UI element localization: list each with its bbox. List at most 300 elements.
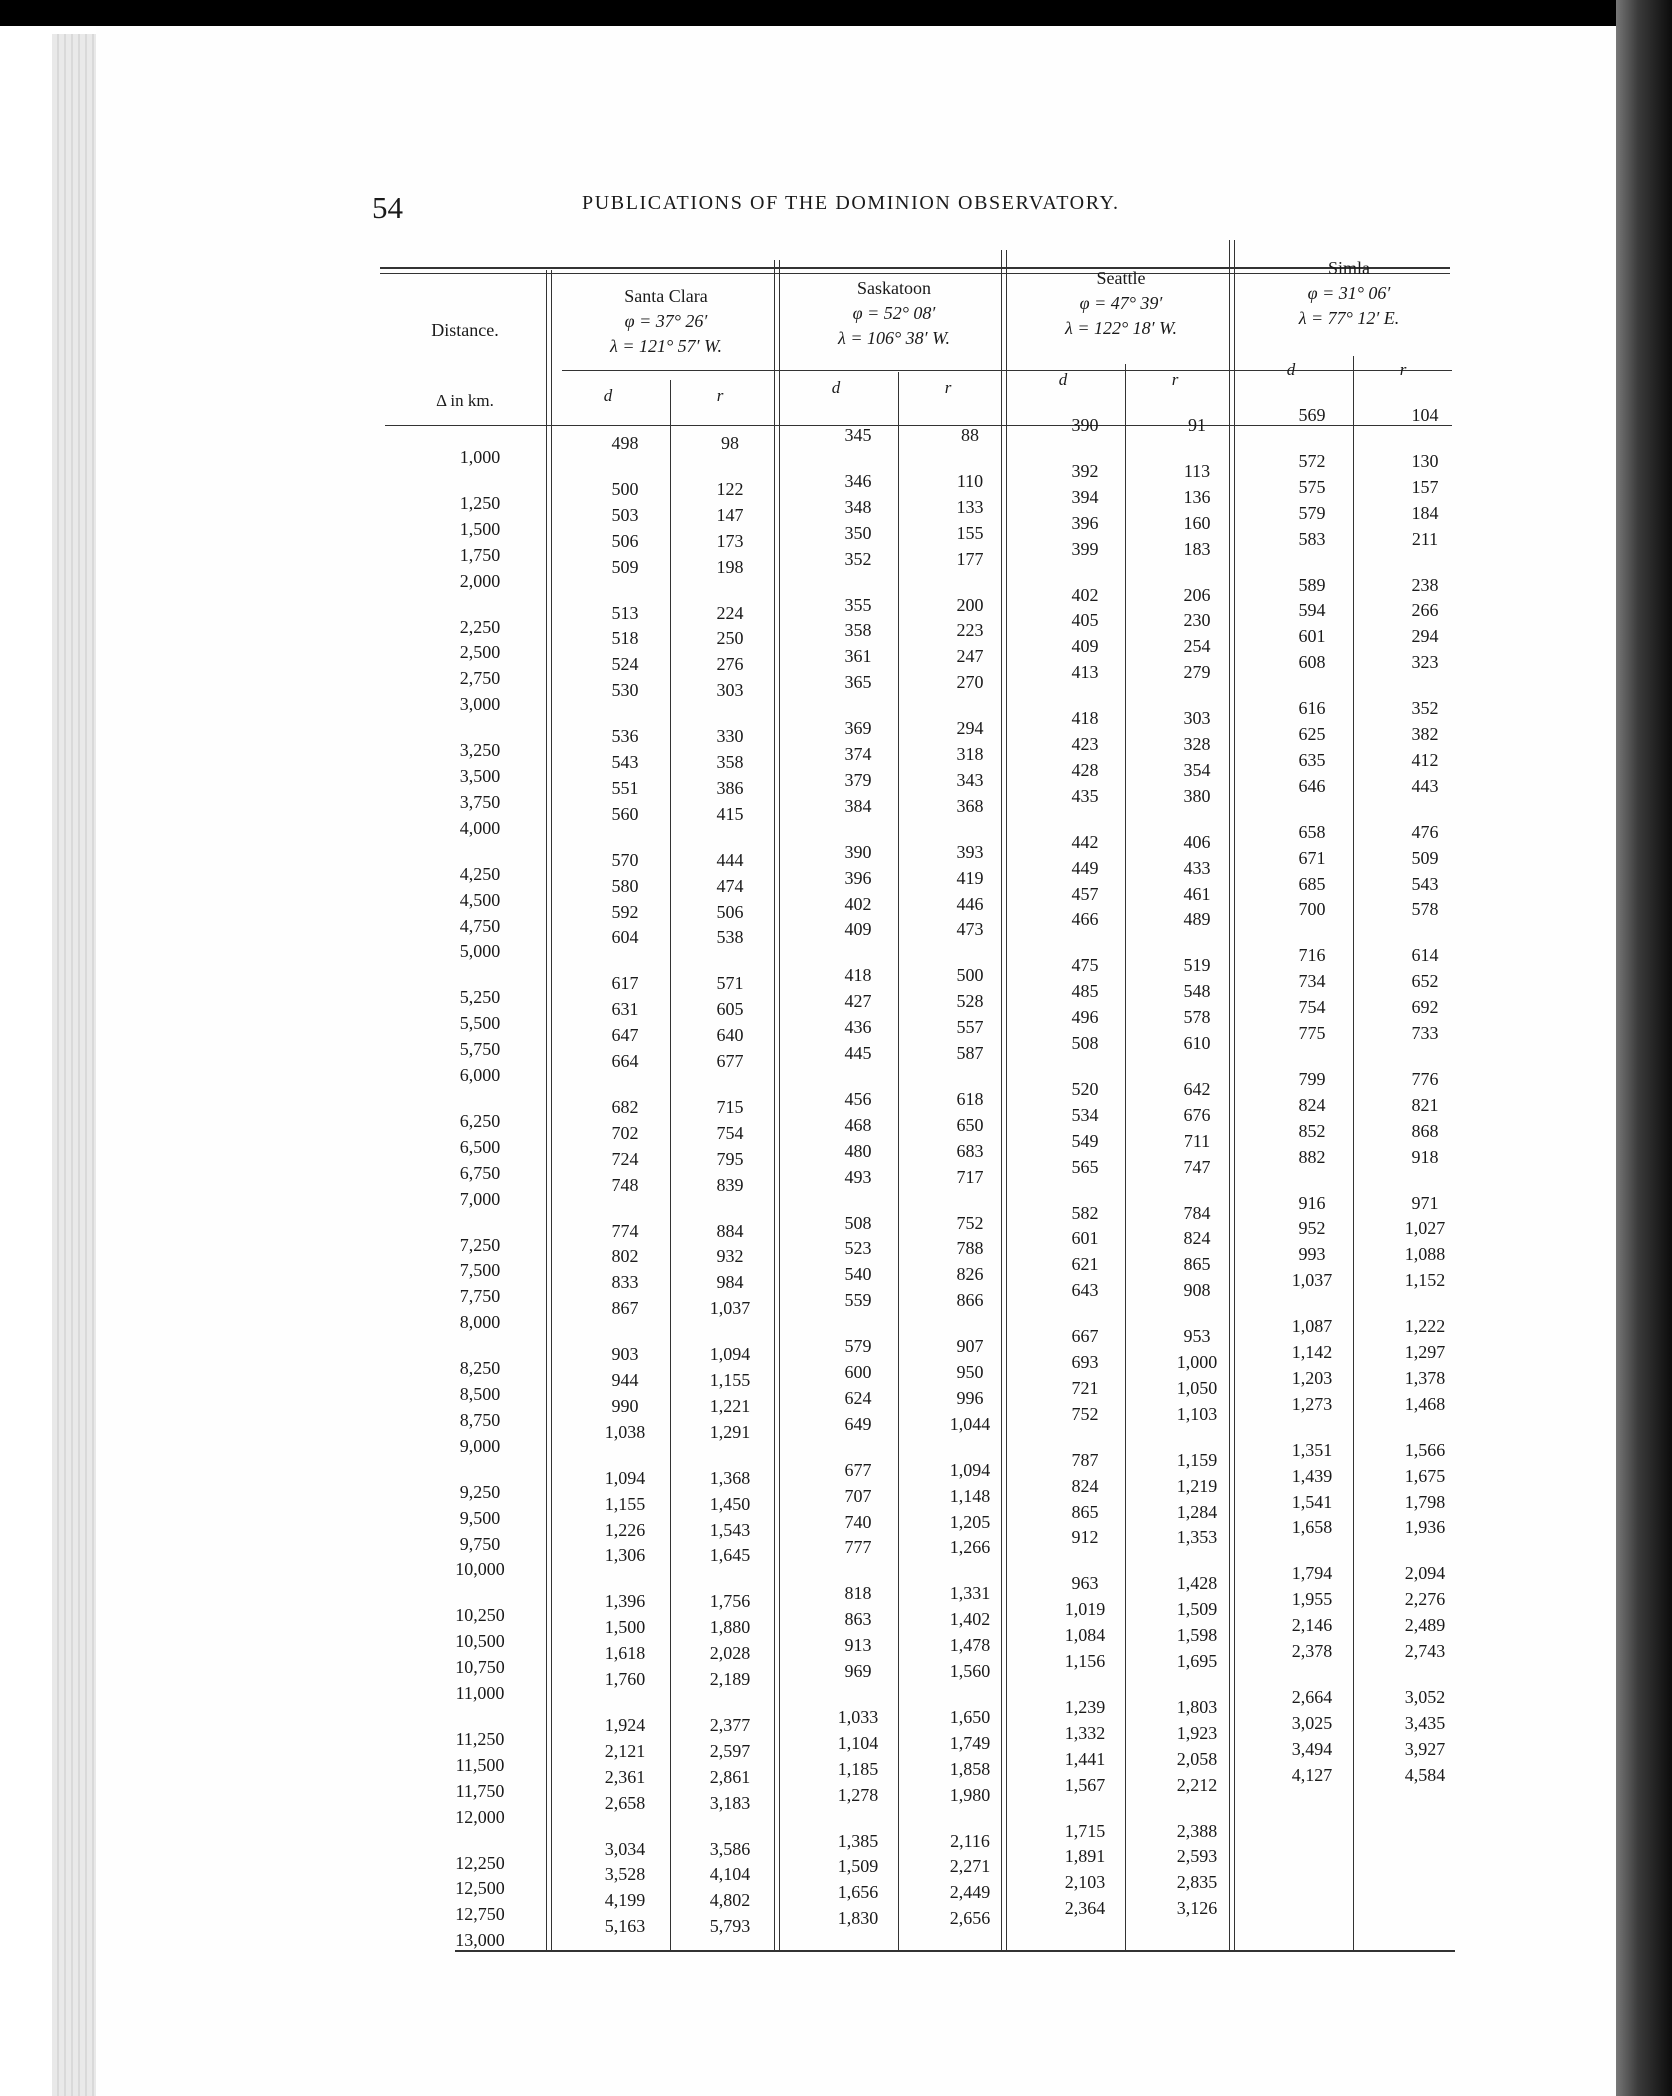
table-cell: 578 — [1411, 899, 1439, 920]
table-cell: 147 — [716, 504, 744, 525]
page-number: 54 — [372, 190, 403, 225]
table-cell: 423 — [1071, 734, 1099, 754]
table-cell: 4,750 — [459, 915, 501, 936]
table-cell: 642 — [1183, 1078, 1211, 1099]
table-cell: 740 — [844, 1511, 872, 1532]
table-cell: 572 — [1298, 450, 1326, 471]
table-cell: 1,402 — [949, 1609, 991, 1630]
table-cell: 618 — [956, 1088, 984, 1109]
table-cell: 294 — [1411, 626, 1439, 647]
table-cell: 700 — [1298, 899, 1326, 920]
table-cell: 3,052 — [1404, 1686, 1446, 1707]
table-cell: 354 — [1183, 759, 1211, 780]
table-cell: 513 — [611, 602, 639, 623]
table-cell: 6,750 — [459, 1162, 501, 1183]
table-cell: 664 — [611, 1051, 639, 1071]
table-cell: 456 — [844, 1088, 872, 1109]
table-cell: 536 — [611, 726, 639, 747]
table-cell: 551 — [611, 777, 639, 798]
table-cell: 971 — [1411, 1192, 1439, 1213]
station-header-simla — [1243, 256, 1455, 331]
table-cell: 157 — [1411, 476, 1439, 497]
table-cell: 1,500 — [459, 518, 501, 539]
table-cell: 435 — [1071, 785, 1099, 806]
table-cell: 11,500 — [455, 1754, 505, 1775]
table-cell: 13,000 — [455, 1930, 505, 1951]
table-cell: 4,000 — [459, 817, 501, 838]
table-cell: 396 — [844, 867, 872, 888]
table-cell: 1,936 — [1404, 1517, 1446, 1538]
table-cell: 361 — [844, 646, 872, 667]
table-cell: 1,033 — [837, 1706, 879, 1727]
table-cell: 582 — [1071, 1202, 1099, 1223]
table-cell: 294 — [956, 718, 984, 739]
table-cell: 247 — [956, 646, 984, 667]
table-cell: 646 — [1298, 775, 1326, 796]
table-cell: 1,441 — [1064, 1748, 1106, 1769]
table-cell: 2,103 — [1064, 1872, 1106, 1893]
table-cell: 589 — [1298, 574, 1326, 595]
table-cell: 358 — [716, 752, 744, 772]
table-cell: 1,385 — [837, 1830, 879, 1851]
section-divider — [551, 270, 552, 1950]
table-cell: 88 — [961, 425, 979, 445]
table-cell: 379 — [844, 769, 872, 790]
table-cell: 1,750 — [459, 544, 501, 565]
table-cell: 500 — [611, 478, 639, 499]
table-cell: 867 — [611, 1298, 639, 1319]
table-cell: 2,361 — [604, 1766, 646, 1787]
table-cell: 903 — [611, 1344, 639, 1365]
table-cell: 784 — [1183, 1202, 1211, 1223]
table-cell: 523 — [844, 1238, 872, 1259]
table-cell: 399 — [1071, 538, 1099, 559]
table-cell: 113 — [1183, 460, 1211, 481]
table-cell: 711 — [1183, 1130, 1211, 1151]
table-cell: 374 — [844, 744, 872, 764]
table-cell: 1,396 — [604, 1591, 646, 1612]
table-cell: 1,104 — [837, 1732, 879, 1753]
table-cell: 677 — [844, 1459, 872, 1480]
table-cell: 1,226 — [604, 1519, 646, 1540]
table-cell: 1,205 — [949, 1511, 991, 1532]
table-cell: 571 — [716, 973, 744, 994]
section-divider — [774, 260, 775, 1950]
table-cell: 5,500 — [459, 1013, 501, 1034]
table-cell: 427 — [844, 991, 872, 1012]
table-cell: 799 — [1298, 1068, 1326, 1089]
table-cell: 534 — [1071, 1104, 1099, 1125]
table-cell: 8,000 — [459, 1312, 501, 1333]
table-cell: 912 — [1071, 1527, 1099, 1548]
table-cell: 2,189 — [709, 1669, 751, 1689]
table-cell: 787 — [1071, 1449, 1099, 1470]
table-cell: 1,650 — [949, 1706, 991, 1727]
table-cell: 2,500 — [459, 642, 501, 663]
table-cell: 658 — [1298, 821, 1326, 842]
table-cell: 3,034 — [604, 1838, 646, 1859]
table-cell: 2,664 — [1291, 1686, 1333, 1707]
table-cell: 1,094 — [709, 1344, 751, 1365]
table-cell: 1,760 — [604, 1669, 646, 1689]
table-cell: 724 — [611, 1148, 639, 1169]
table-cell: 614 — [1411, 945, 1439, 966]
table-cell: 1,368 — [709, 1467, 751, 1488]
table-cell: 1,351 — [1291, 1439, 1333, 1460]
table-cell: 1,273 — [1291, 1393, 1333, 1414]
table-cell: 390 — [844, 841, 872, 862]
table-cell: 540 — [844, 1264, 872, 1285]
table-cell: 685 — [1298, 873, 1326, 894]
table-cell: 396 — [1071, 512, 1099, 533]
table-cell: 2,000 — [459, 570, 501, 591]
table-cell: 2,378 — [1291, 1641, 1333, 1661]
table-cell: 1,428 — [1176, 1573, 1218, 1594]
table-cell: 224 — [716, 602, 744, 623]
table-cell: 330 — [716, 726, 744, 747]
table-cell: 824 — [1071, 1475, 1099, 1496]
table-cell: 625 — [1298, 724, 1326, 744]
table-cell: 944 — [611, 1370, 639, 1390]
table-cell: 5,163 — [604, 1916, 646, 1937]
table-cell: 2,861 — [709, 1766, 751, 1787]
table-cell: 833 — [611, 1272, 639, 1293]
table-cell: 868 — [1411, 1120, 1439, 1141]
running-head: PUBLICATIONS OF THE DOMINION OBSERVATORY. — [582, 192, 1120, 214]
table-cell: 559 — [844, 1290, 872, 1311]
table-cell: 592 — [611, 901, 639, 922]
section-divider — [779, 260, 780, 1950]
table-cell: 473 — [956, 919, 984, 940]
table-cell: 122 — [716, 478, 744, 499]
table-cell: 110 — [956, 470, 984, 491]
table-cell: 384 — [844, 795, 872, 816]
table-cell: 1,923 — [1176, 1722, 1218, 1743]
column-header-d: d — [603, 386, 613, 405]
table-cell: 754 — [716, 1122, 744, 1143]
table-cell: 918 — [1411, 1146, 1439, 1167]
table-cell: 649 — [844, 1413, 872, 1434]
station-latitude: φ = 37° 26′ — [624, 311, 708, 331]
table-cell: 2,656 — [949, 1908, 991, 1929]
table-cell: 476 — [1411, 821, 1439, 842]
table-cell: 560 — [611, 803, 639, 824]
table-cell: 413 — [1071, 662, 1099, 683]
table-cell: 393 — [956, 841, 984, 862]
table-cell: 5,793 — [709, 1916, 751, 1937]
table-cell: 617 — [611, 973, 639, 994]
station-longitude: λ = 121° 57′ W. — [610, 336, 722, 356]
table-cell: 1,027 — [1404, 1218, 1446, 1239]
d-r-divider — [1353, 356, 1354, 1950]
table-cell: 580 — [611, 875, 639, 896]
table-cell: 358 — [844, 620, 872, 641]
table-cell: 824 — [1183, 1228, 1211, 1249]
table-cell: 866 — [956, 1290, 984, 1311]
table-cell: 1,695 — [1176, 1651, 1218, 1671]
table-cell: 2,597 — [709, 1740, 751, 1761]
table-cell: 382 — [1411, 724, 1439, 744]
table-cell: 380 — [1183, 785, 1211, 806]
table-cell: 543 — [1411, 873, 1439, 894]
table-cell: 4,500 — [459, 889, 501, 910]
table-cell: 754 — [1298, 997, 1326, 1018]
table-cell: 538 — [716, 927, 744, 948]
table-cell: 474 — [716, 875, 744, 896]
table-cell: 266 — [1411, 600, 1439, 621]
table-cell: 993 — [1298, 1244, 1326, 1265]
table-cell: 907 — [956, 1336, 984, 1357]
table-cell: 2,750 — [459, 668, 501, 689]
table-cell: 1,094 — [604, 1467, 646, 1488]
table-cell: 433 — [1183, 857, 1211, 878]
table-cell: 3,494 — [1291, 1738, 1333, 1759]
table-cell: 509 — [1411, 847, 1439, 868]
table-cell: 1,331 — [949, 1583, 991, 1604]
table-cell: 707 — [844, 1485, 872, 1506]
table-cell: 390 — [1071, 415, 1099, 435]
table-cell: 610 — [1183, 1033, 1211, 1053]
table-cell: 498 — [611, 433, 639, 453]
station-latitude: φ = 47° 39′ — [1079, 293, 1163, 313]
table-cell: 734 — [1298, 971, 1326, 992]
table-cell: 916 — [1298, 1192, 1326, 1213]
table-cell: 1,278 — [837, 1784, 879, 1805]
table-cell: 419 — [956, 867, 984, 888]
table-cell: 1,239 — [1064, 1696, 1106, 1717]
table-cell: 2,121 — [604, 1740, 646, 1761]
table-cell: 91 — [1188, 415, 1206, 435]
table-cell: 496 — [1071, 1007, 1099, 1028]
table-cell: 1,598 — [1176, 1625, 1218, 1646]
table-cell: 6,250 — [459, 1110, 501, 1131]
table-cell: 442 — [1071, 831, 1099, 852]
table-cell: 1,148 — [949, 1485, 991, 1506]
table-cell: 1,439 — [1291, 1465, 1333, 1486]
table-cell: 457 — [1071, 883, 1099, 904]
table-cell: 2,743 — [1404, 1641, 1446, 1661]
bottom-rule — [455, 1950, 1455, 1952]
table-cell: 1,291 — [709, 1421, 751, 1442]
table-cell: 579 — [1298, 502, 1326, 523]
table-cell: 1,094 — [949, 1459, 991, 1480]
table-cell: 652 — [1411, 971, 1439, 992]
table-cell: 10,000 — [455, 1559, 505, 1580]
table-cell: 1,756 — [709, 1591, 751, 1612]
table-cell: 608 — [1298, 652, 1326, 673]
table-cell: 1,955 — [1291, 1589, 1333, 1610]
table-cell: 548 — [1183, 981, 1211, 1002]
table-cell: 104 — [1411, 405, 1439, 425]
column-header-d: d — [831, 378, 841, 397]
table-cell: 1,645 — [709, 1545, 751, 1566]
table-cell: 587 — [956, 1043, 984, 1063]
table-cell: 318 — [956, 744, 984, 764]
table-cell: 1,353 — [1176, 1527, 1218, 1548]
table-cell: 578 — [1183, 1007, 1211, 1028]
table-cell: 3,025 — [1291, 1712, 1333, 1733]
table-cell: 445 — [844, 1043, 872, 1063]
table-cell: 683 — [956, 1140, 984, 1161]
table-cell: 1,656 — [837, 1882, 879, 1903]
table-cell: 350 — [844, 522, 872, 543]
table-cell: 1,618 — [604, 1643, 646, 1664]
table-cell: 1,468 — [1404, 1393, 1446, 1414]
station-name: Seattle — [1096, 268, 1146, 288]
table-cell: 475 — [1071, 955, 1099, 976]
column-header-d: d — [1286, 360, 1296, 379]
table-cell: 508 — [844, 1212, 872, 1233]
table-cell: 579 — [844, 1336, 872, 1357]
table-cell: 882 — [1298, 1146, 1326, 1167]
table-cell: 1,156 — [1064, 1651, 1106, 1671]
table-cell: 415 — [716, 803, 744, 824]
table-cell: 1,541 — [1291, 1491, 1333, 1512]
table-cell: 1,478 — [949, 1635, 991, 1656]
table-cell: 969 — [844, 1661, 872, 1681]
table-cell: 1,152 — [1404, 1270, 1446, 1291]
table-cell: 748 — [611, 1174, 639, 1195]
table-cell: 4,127 — [1291, 1764, 1333, 1785]
table-cell: 601 — [1298, 626, 1326, 647]
table-cell: 1,509 — [837, 1856, 879, 1877]
table-cell: 4,250 — [459, 863, 501, 884]
table-cell: 594 — [1298, 600, 1326, 621]
table-cell: 352 — [1411, 698, 1439, 719]
table-cell: 631 — [611, 999, 639, 1020]
table-cell: 12,750 — [455, 1904, 505, 1925]
table-cell: 1,038 — [604, 1421, 646, 1442]
table-cell: 352 — [844, 548, 872, 569]
table-cell: 774 — [611, 1220, 639, 1241]
table-cell: 230 — [1183, 610, 1211, 631]
table-cell: 500 — [956, 965, 984, 986]
table-cell: 640 — [716, 1025, 744, 1046]
table-cell: 466 — [1071, 909, 1099, 930]
table-cell: 1,560 — [949, 1661, 991, 1681]
table-cell: 952 — [1298, 1218, 1326, 1239]
table-cell: 211 — [1411, 528, 1439, 549]
table-cell: 2,835 — [1176, 1872, 1218, 1893]
table-cell: 1,266 — [949, 1537, 991, 1558]
table-cell: 198 — [716, 556, 744, 577]
table-cell: 365 — [844, 672, 872, 693]
table-cell: 605 — [716, 999, 744, 1020]
table-cell: 1,297 — [1404, 1342, 1446, 1362]
scan-top-border — [0, 0, 1672, 26]
station-header-santa-clara — [560, 284, 772, 359]
distance-header: Distance. — [431, 320, 499, 340]
table-cell: 184 — [1411, 502, 1439, 523]
table-cell: 865 — [1071, 1501, 1099, 1522]
table-cell: 446 — [956, 893, 984, 914]
table-cell: 2,058 — [1176, 1748, 1218, 1769]
table-cell: 1,798 — [1404, 1491, 1446, 1512]
table-cell: 852 — [1298, 1120, 1326, 1141]
table-cell: 177 — [956, 548, 984, 569]
station-name: Saskatoon — [857, 278, 931, 298]
d-r-divider — [1125, 364, 1126, 1950]
d-r-divider — [670, 380, 671, 1950]
table-cell: 254 — [1183, 636, 1211, 657]
table-cell: 1,037 — [1291, 1270, 1333, 1291]
table-cell: 279 — [1183, 662, 1211, 683]
table-cell: 528 — [956, 991, 984, 1012]
table-cell: 503 — [611, 504, 639, 525]
table-cell: 2,271 — [949, 1856, 991, 1877]
table-cell: 519 — [1183, 955, 1211, 976]
table-cell: 346 — [844, 470, 872, 491]
table-cell: 223 — [956, 620, 984, 641]
table-cell: 98 — [721, 433, 739, 453]
column-header-r: r — [716, 386, 724, 405]
table-cell: 518 — [611, 628, 639, 649]
table-cell: 3,586 — [709, 1838, 751, 1859]
table-cell: 506 — [611, 530, 639, 551]
table-cell: 1,450 — [709, 1493, 751, 1514]
table-cell: 2,212 — [1176, 1774, 1218, 1795]
table-cell: 1,284 — [1176, 1501, 1218, 1522]
column-header-r: r — [944, 378, 952, 397]
table-cell: 133 — [956, 496, 984, 517]
station-latitude: φ = 31° 06′ — [1307, 283, 1391, 303]
table-cell: 795 — [716, 1148, 744, 1169]
table-cell: 1,250 — [459, 492, 501, 513]
table-cell: 1,332 — [1064, 1722, 1106, 1743]
book-spine-shadow — [1616, 0, 1672, 2096]
table-cell: 5,250 — [459, 987, 501, 1008]
table-cell: 480 — [844, 1140, 872, 1161]
table-cell: 2,250 — [459, 616, 501, 637]
table-cell: 676 — [1183, 1104, 1211, 1125]
table-cell: 1,185 — [837, 1758, 879, 1779]
table-cell: 1,567 — [1064, 1774, 1106, 1795]
table-cell: 1,830 — [837, 1908, 879, 1929]
table-cell: 647 — [611, 1025, 639, 1046]
table-cell: 8,500 — [459, 1384, 501, 1404]
table-cell: 345 — [844, 425, 872, 445]
table-cell: 1,803 — [1176, 1696, 1218, 1717]
table-cell: 160 — [1183, 512, 1211, 533]
table-cell: 3,000 — [459, 694, 501, 715]
table-cell: 1,306 — [604, 1545, 646, 1566]
table-cell: 570 — [611, 849, 639, 870]
table-cell: 2,276 — [1404, 1589, 1446, 1610]
table-cell: 2,028 — [709, 1643, 751, 1664]
table-cell: 1,880 — [709, 1617, 751, 1638]
table-cell: 624 — [844, 1387, 872, 1408]
table-cell: 524 — [611, 654, 639, 675]
table-cell: 6,500 — [459, 1136, 501, 1157]
table-cell: 671 — [1298, 847, 1326, 868]
station-longitude: λ = 106° 38′ W. — [838, 328, 950, 348]
station-header-saskatoon — [788, 276, 1000, 351]
table-cell: 392 — [1071, 460, 1099, 481]
table-cell: 950 — [956, 1362, 984, 1382]
table-cell: 1,219 — [1176, 1475, 1218, 1496]
station-name: Simla — [1327, 258, 1370, 278]
table-cell: 369 — [844, 718, 872, 739]
table-cell: 461 — [1183, 883, 1211, 904]
table-cell: 1,050 — [1176, 1377, 1218, 1398]
table-cell: 2,593 — [1176, 1846, 1218, 1867]
table-cell: 412 — [1411, 749, 1439, 770]
table-cell: 549 — [1071, 1130, 1099, 1151]
table-cell: 173 — [716, 530, 744, 551]
table-cell: 200 — [956, 594, 984, 615]
distance-unit-header: Δ in km. — [436, 391, 494, 410]
table-cell: 2,658 — [604, 1792, 646, 1813]
